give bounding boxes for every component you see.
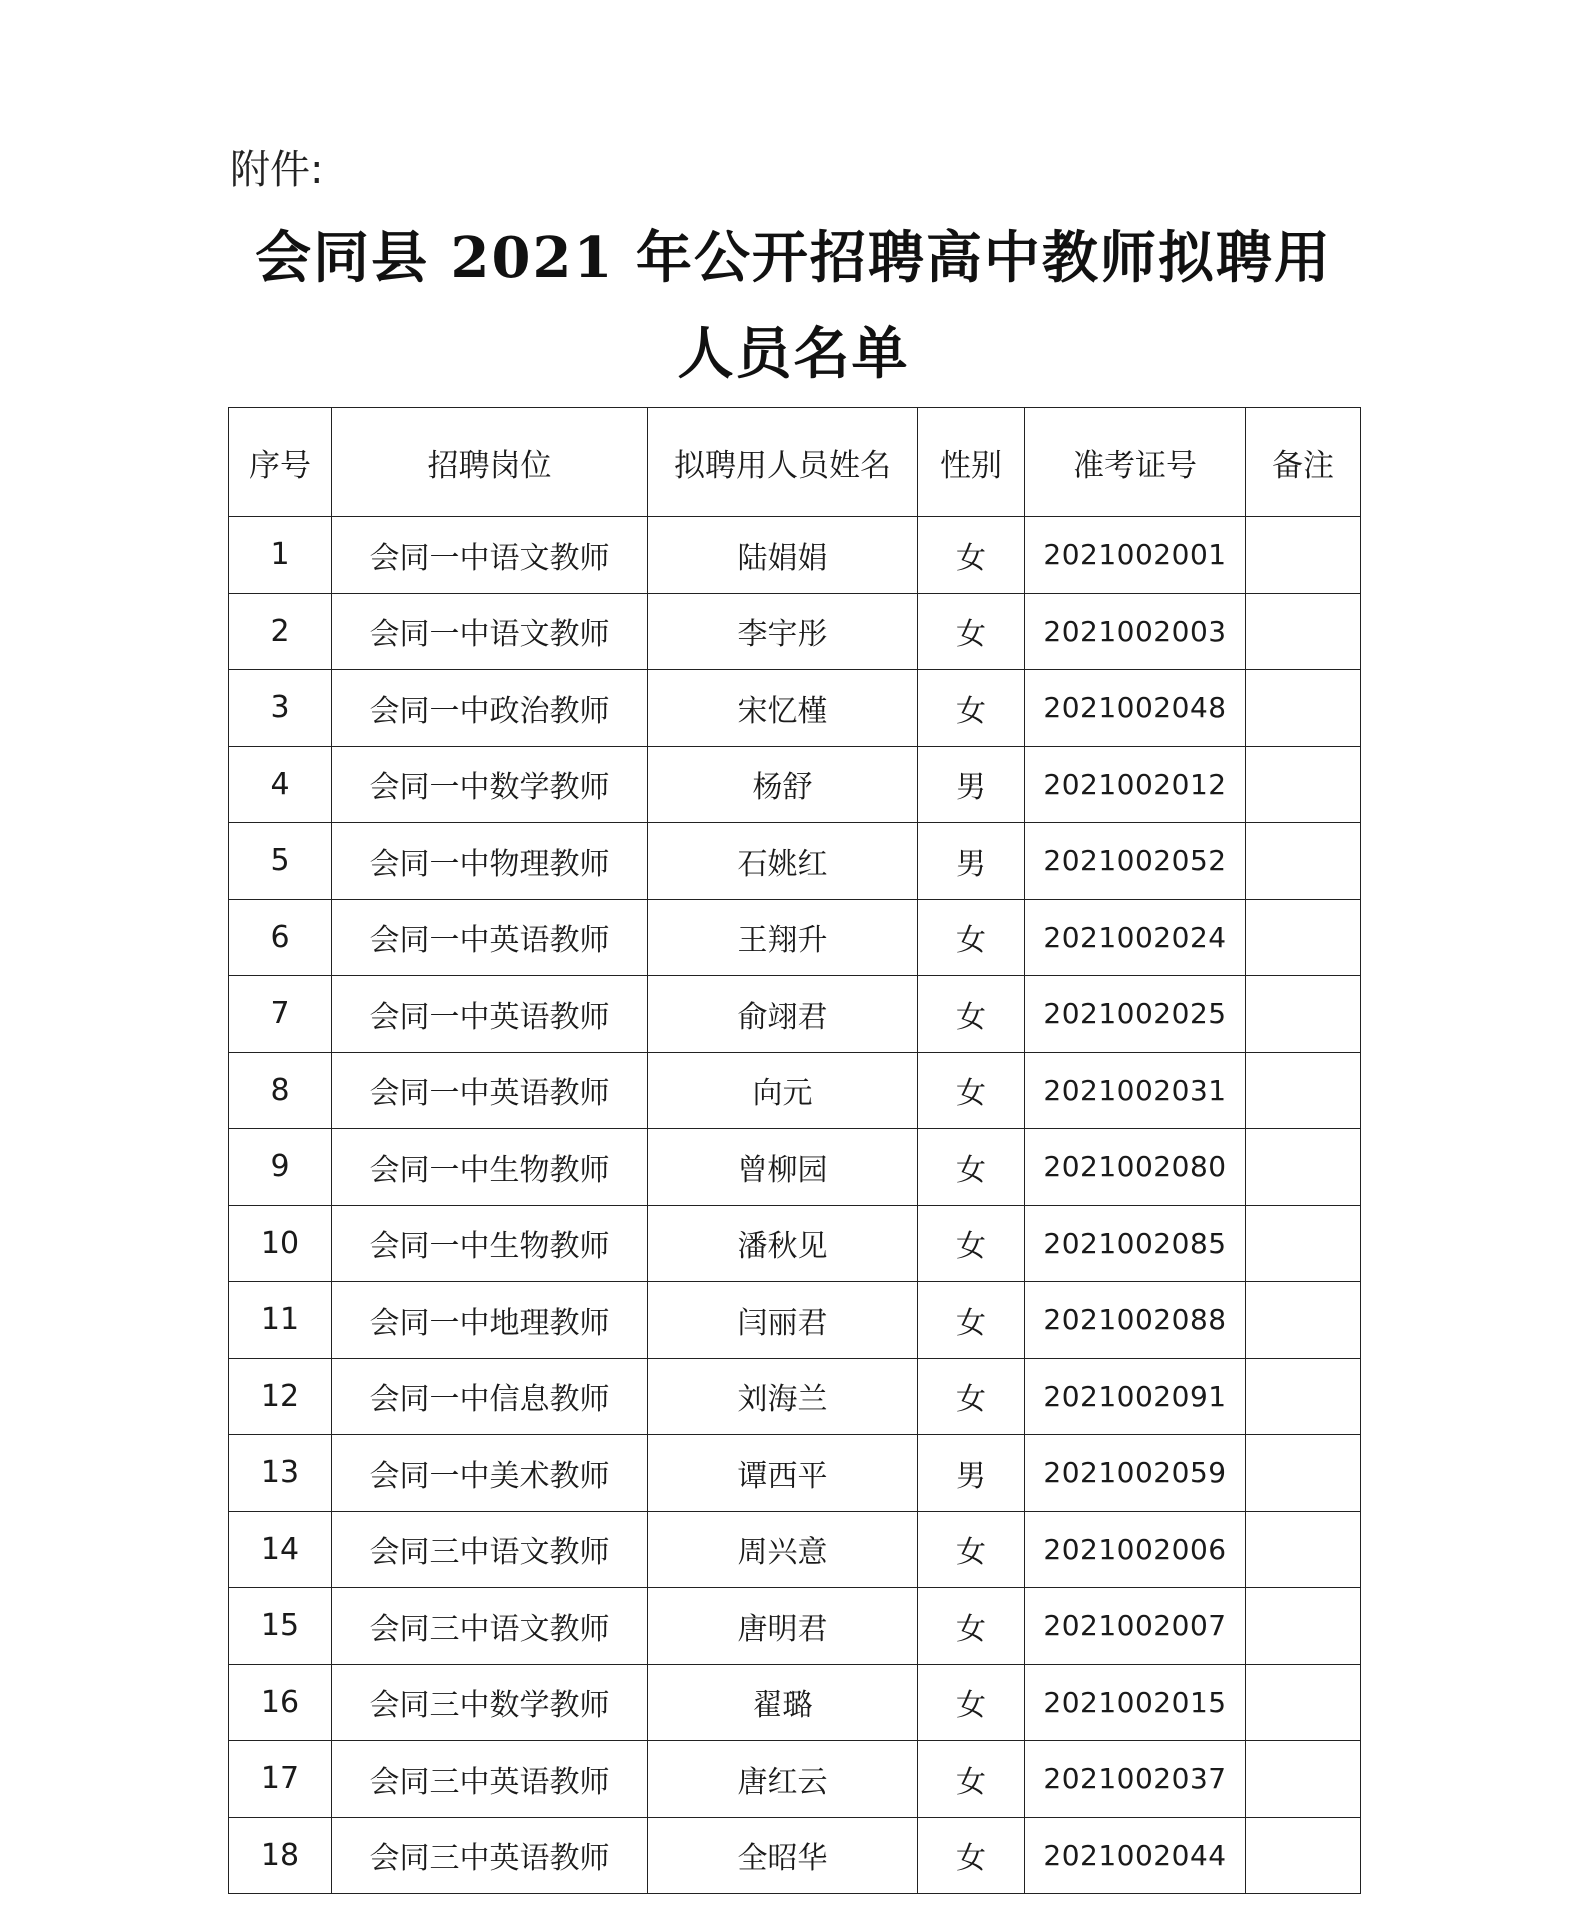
header-gender: 性别 (918, 408, 1025, 517)
cell-gender: 女 (918, 1358, 1025, 1435)
cell-candidate-name: 刘海兰 (648, 1358, 918, 1435)
cell-gender: 女 (918, 976, 1025, 1053)
cell-post: 会同三中语文教师 (332, 1588, 648, 1665)
cell-remark (1246, 823, 1361, 900)
cell-candidate-name: 唐明君 (648, 1588, 918, 1665)
cell-gender: 女 (918, 517, 1025, 594)
cell-gender: 男 (918, 1435, 1025, 1512)
cell-exam-id: 2021002024 (1025, 899, 1246, 976)
table-row (229, 1817, 1361, 1894)
header-serial-no: 序号 (229, 408, 332, 517)
cell-exam-id: 2021002006 (1025, 1511, 1246, 1588)
cell-remark (1246, 1358, 1361, 1435)
header-remark: 备注 (1246, 408, 1361, 517)
cell-post: 会同一中信息教师 (332, 1358, 648, 1435)
cell-serial-no: 16 (229, 1664, 332, 1741)
document-title-line-1: 会同县 2021 年公开招聘高中教师拟聘用 (255, 225, 1332, 291)
cell-exam-id: 2021002048 (1025, 670, 1246, 747)
cell-candidate-name: 石姚红 (648, 823, 918, 900)
cell-gender: 女 (918, 1664, 1025, 1741)
table-row (229, 1282, 1361, 1359)
cell-serial-no: 1 (229, 517, 332, 594)
table-row (229, 593, 1361, 670)
cell-serial-no: 2 (229, 593, 332, 670)
cell-serial-no: 17 (229, 1741, 332, 1818)
table-body (229, 517, 1361, 1894)
cell-exam-id: 2021002012 (1025, 746, 1246, 823)
cell-exam-id: 2021002031 (1025, 1052, 1246, 1129)
cell-gender: 女 (918, 1817, 1025, 1894)
document-title (0, 210, 1587, 402)
cell-candidate-name: 杨舒 (648, 746, 918, 823)
cell-candidate-name: 谭西平 (648, 1435, 918, 1512)
cell-exam-id: 2021002088 (1025, 1282, 1246, 1359)
cell-remark (1246, 976, 1361, 1053)
cell-serial-no: 11 (229, 1282, 332, 1359)
cell-remark (1246, 1282, 1361, 1359)
cell-gender: 女 (918, 1282, 1025, 1359)
cell-serial-no: 9 (229, 1129, 332, 1206)
cell-gender: 女 (918, 670, 1025, 747)
cell-exam-id: 2021002001 (1025, 517, 1246, 594)
cell-serial-no: 3 (229, 670, 332, 747)
table-row (229, 1052, 1361, 1129)
table-row (229, 976, 1361, 1053)
cell-post: 会同三中英语教师 (332, 1741, 648, 1818)
cell-serial-no: 14 (229, 1511, 332, 1588)
cell-gender: 女 (918, 1129, 1025, 1206)
cell-remark (1246, 1205, 1361, 1282)
table-row (229, 1435, 1361, 1512)
cell-post: 会同一中语文教师 (332, 517, 648, 594)
cell-remark (1246, 1052, 1361, 1129)
cell-serial-no: 4 (229, 746, 332, 823)
cell-serial-no: 6 (229, 899, 332, 976)
cell-remark (1246, 1435, 1361, 1512)
table-row (229, 517, 1361, 594)
table-row (229, 1205, 1361, 1282)
cell-remark (1246, 1817, 1361, 1894)
cell-remark (1246, 593, 1361, 670)
cell-gender: 男 (918, 823, 1025, 900)
cell-exam-id: 2021002025 (1025, 976, 1246, 1053)
cell-candidate-name: 翟璐 (648, 1664, 918, 1741)
cell-post: 会同三中英语教师 (332, 1817, 648, 1894)
cell-exam-id: 2021002037 (1025, 1741, 1246, 1818)
cell-post: 会同一中英语教师 (332, 899, 648, 976)
table-row (229, 823, 1361, 900)
cell-gender: 女 (918, 899, 1025, 976)
cell-remark (1246, 1511, 1361, 1588)
cell-serial-no: 12 (229, 1358, 332, 1435)
hiring-roster-table (228, 407, 1361, 1894)
table-header-row (229, 408, 1361, 517)
cell-gender: 女 (918, 1052, 1025, 1129)
cell-candidate-name: 宋忆槿 (648, 670, 918, 747)
cell-gender: 女 (918, 593, 1025, 670)
cell-exam-id: 2021002080 (1025, 1129, 1246, 1206)
header-post: 招聘岗位 (332, 408, 648, 517)
table-row (229, 746, 1361, 823)
cell-post: 会同一中语文教师 (332, 593, 648, 670)
cell-gender: 女 (918, 1205, 1025, 1282)
cell-remark (1246, 899, 1361, 976)
cell-exam-id: 2021002085 (1025, 1205, 1246, 1282)
cell-remark (1246, 746, 1361, 823)
cell-candidate-name: 曾柳园 (648, 1129, 918, 1206)
table-row (229, 1129, 1361, 1206)
cell-serial-no: 8 (229, 1052, 332, 1129)
cell-post: 会同一中物理教师 (332, 823, 648, 900)
cell-gender: 女 (918, 1588, 1025, 1665)
cell-post: 会同一中地理教师 (332, 1282, 648, 1359)
cell-serial-no: 15 (229, 1588, 332, 1665)
table-row (229, 1741, 1361, 1818)
cell-gender: 女 (918, 1511, 1025, 1588)
attachment-label: 附件: (230, 147, 324, 193)
cell-exam-id: 2021002015 (1025, 1664, 1246, 1741)
cell-exam-id: 2021002091 (1025, 1358, 1246, 1435)
cell-candidate-name: 向元 (648, 1052, 918, 1129)
cell-post: 会同一中美术教师 (332, 1435, 648, 1512)
table-row (229, 899, 1361, 976)
cell-post: 会同一中英语教师 (332, 976, 648, 1053)
cell-gender: 男 (918, 746, 1025, 823)
cell-remark (1246, 517, 1361, 594)
cell-candidate-name: 全昭华 (648, 1817, 918, 1894)
cell-post: 会同一中生物教师 (332, 1129, 648, 1206)
cell-candidate-name: 闫丽君 (648, 1282, 918, 1359)
cell-post: 会同三中语文教师 (332, 1511, 648, 1588)
table-row (229, 1358, 1361, 1435)
cell-exam-id: 2021002044 (1025, 1817, 1246, 1894)
cell-serial-no: 10 (229, 1205, 332, 1282)
cell-exam-id: 2021002003 (1025, 593, 1246, 670)
cell-serial-no: 13 (229, 1435, 332, 1512)
cell-remark (1246, 1664, 1361, 1741)
cell-serial-no: 7 (229, 976, 332, 1053)
cell-exam-id: 2021002052 (1025, 823, 1246, 900)
cell-post: 会同一中生物教师 (332, 1205, 648, 1282)
cell-serial-no: 18 (229, 1817, 332, 1894)
cell-exam-id: 2021002059 (1025, 1435, 1246, 1512)
cell-candidate-name: 潘秋见 (648, 1205, 918, 1282)
cell-serial-no: 5 (229, 823, 332, 900)
cell-candidate-name: 周兴意 (648, 1511, 918, 1588)
cell-post: 会同三中数学教师 (332, 1664, 648, 1741)
cell-remark (1246, 1588, 1361, 1665)
cell-candidate-name: 李宇彤 (648, 593, 918, 670)
cell-gender: 女 (918, 1741, 1025, 1818)
cell-remark (1246, 1129, 1361, 1206)
cell-candidate-name: 陆娟娟 (648, 517, 918, 594)
table-row (229, 1588, 1361, 1665)
document-title-line-2: 人员名单 (677, 321, 910, 387)
cell-candidate-name: 王翔升 (648, 899, 918, 976)
cell-candidate-name: 唐红云 (648, 1741, 918, 1818)
header-exam-id: 准考证号 (1025, 408, 1246, 517)
cell-candidate-name: 俞翊君 (648, 976, 918, 1053)
header-candidate-name: 拟聘用人员姓名 (648, 408, 918, 517)
cell-post: 会同一中政治教师 (332, 670, 648, 747)
table-row (229, 1664, 1361, 1741)
cell-post: 会同一中英语教师 (332, 1052, 648, 1129)
cell-exam-id: 2021002007 (1025, 1588, 1246, 1665)
table-row (229, 670, 1361, 747)
cell-remark (1246, 670, 1361, 747)
table-row (229, 1511, 1361, 1588)
cell-post: 会同一中数学教师 (332, 746, 648, 823)
cell-remark (1246, 1741, 1361, 1818)
